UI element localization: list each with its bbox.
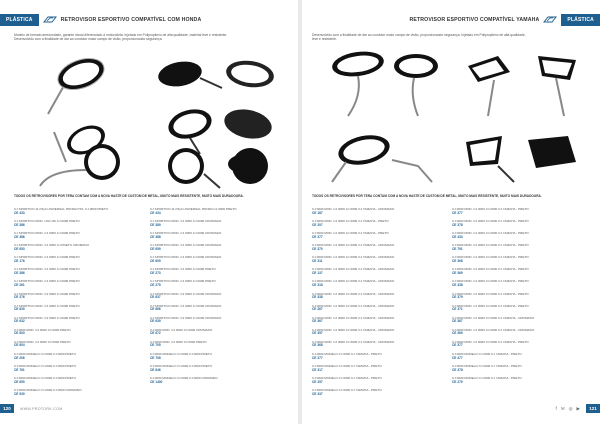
website-link[interactable]: WWW.PROTORK.COM	[20, 406, 63, 411]
twitter-icon[interactable]: ✉	[560, 405, 565, 411]
product-description: CJ 0000 MODELO CJ 0000 CJ YAMAHA - PRETO	[452, 365, 522, 369]
product-code: CE 176	[14, 258, 25, 263]
product-description: CJ SPORTIVO MOD. CJ 0000 CJ 0000 PRETO	[14, 304, 80, 308]
product-code: CE 257	[312, 379, 323, 384]
youtube-icon[interactable]: ▶	[576, 405, 580, 411]
product-code: CE 791	[452, 246, 463, 251]
product-description: CJ SPORTIVO MOD. CJ 0000 CJ 0000 PRETO	[14, 280, 80, 284]
product-description: CJ 0000 MOD. CJ 0000 CJ 0000 CJ YAMAHA - PRETO	[312, 232, 389, 236]
product-description: CJ 0000 MOD. CJ 0000 CJ 0000 CJ YAMAHA - CROMADO	[312, 268, 395, 272]
product-code: CE 337	[312, 391, 323, 396]
category-tag: PLÁSTICA	[561, 14, 600, 26]
product-description: CJ 0000 MOD. CJ 0000 CJ 0000 CJ YAMAHA - CROMADO	[452, 316, 535, 320]
product-code: CE 846	[150, 367, 161, 372]
product-entry	[14, 353, 148, 360]
product-entry	[14, 268, 148, 275]
product-description: CJ 0000 MOD. CJ 0000 CJ 0000 CJ YAMAHA - PRETO	[452, 292, 529, 296]
product-code: CE 206	[14, 355, 25, 360]
product-description: CJ 0000 MOD. CJ 0000 CJ 0000 CJ YAMAHA - CROMADO	[452, 328, 535, 332]
product-description: CJ SPORTIVO MOD. CJ 0000 CJ PRETO CROMADO	[14, 244, 90, 248]
product-entry	[312, 280, 446, 287]
protork-logo-icon	[43, 16, 57, 24]
product-description: CJ 0000 MODELO CJ 0000 CJ 0000 PRETO	[14, 352, 77, 356]
product-description: CJ SPORTIVO MOD. CJ 0000 CJ 0000 CROMADO	[150, 232, 222, 236]
product-code: CE 370	[312, 246, 323, 251]
product-entry	[452, 244, 586, 251]
product-entry	[14, 305, 148, 312]
social-links	[556, 406, 580, 412]
product-code: CE 388	[150, 234, 161, 239]
mirror-product-image	[458, 46, 588, 126]
product-entry	[312, 232, 446, 239]
product-code: CE 378	[452, 367, 463, 372]
product-entry	[312, 268, 446, 275]
right-header	[409, 14, 600, 26]
product-code: CE 705	[150, 343, 161, 348]
product-description: CJ SPORTIVO MOD. UNI UNI CJ 0000 PRETO	[14, 220, 80, 224]
product-description: CJ 0000 MOD. CJ 0000 CJ 0000 CJ YAMAHA - PRETO	[452, 268, 529, 272]
product-code: CE 672	[150, 331, 161, 336]
product-description: CJ SPORTIVO MOD. CJ 0000 CJ 0000 CROMADO	[150, 244, 222, 248]
product-code: CE 639	[150, 319, 161, 324]
product-entry	[14, 220, 148, 227]
left-header	[0, 14, 201, 26]
product-entry	[452, 232, 586, 239]
product-description: CJ SPORTIVO MOD. CJ 0000 CJ 0000 PRETO	[14, 256, 80, 260]
product-code: CE 666	[150, 307, 161, 312]
product-code: CE 433	[14, 210, 25, 215]
product-entry	[452, 280, 586, 287]
product-description: CJ 0000 MOD. CJ 0000 CJ 0000 CJ YAMAHA - CROMADO	[312, 316, 395, 320]
product-entry	[150, 232, 284, 239]
product-entry	[452, 305, 586, 312]
right-page	[302, 0, 600, 424]
mirror-product-image	[322, 126, 452, 186]
category-tag: PLÁSTICA	[0, 14, 39, 26]
product-entry	[312, 256, 446, 263]
product-code: CE 477	[452, 355, 463, 360]
product-entry	[312, 377, 446, 384]
product-entry	[452, 377, 586, 384]
product-entry	[150, 256, 284, 263]
product-description: CJ 0000 MOD. CJ 0000 CJ 0000 PRETO	[14, 340, 71, 344]
intro-line: Modelo de formato arredondado, garante visual diferenciado à motocicleta. Injetado em Polipropileno de alta qualidade, material leve e resistente.	[14, 33, 228, 37]
product-entry	[14, 280, 148, 287]
product-description: CJ SPORTIVO MOD. CJ 0000 CJ 0000 CROMADO	[150, 304, 222, 308]
page-number: 121	[586, 404, 600, 413]
product-description: CJ SPORTIVO MOD. CJ 0000 CJ 0000 CROMADO	[150, 256, 222, 260]
product-code: CE 386	[14, 222, 25, 227]
product-description: CJ 0000 MOD. CJ 0000 CJ 0000 CJ YAMAHA - PRETO	[452, 220, 529, 224]
info-note: TODOS OS RETROVISORES POR TERA CONTAM COM A NOVA HASTE DE CUSTOM DE METAL, MUITO MAIS RESISTENTE, MUITO MAIS DURADOURA.	[312, 194, 542, 198]
product-description: CJ 0000 MOD. CJ 0000 CJ 0000 CJ YAMAHA - CROMADO	[312, 244, 395, 248]
protork-logo-icon	[543, 16, 557, 24]
product-code: CE 367	[312, 319, 323, 324]
product-list-col1	[14, 208, 148, 401]
product-code: CE 368	[452, 258, 463, 263]
product-description: CJ 0000 MODELO CJ 0000 CJ 0000 PRETO	[150, 365, 213, 369]
product-entry	[14, 377, 148, 384]
product-description: CJ SPORTIVO MOD. CJ 0000 CJ 0000 CROMADO	[150, 292, 222, 296]
product-code: CE 275	[150, 283, 161, 288]
product-description: CJ 0000 MODELO CJ 0000 CJ 0000 CROMADO	[150, 377, 218, 381]
info-note: TODOS OS RETROVISORES POR TERA CONTAM COM A NOVA HASTE DE CUSTOM DE METAL, MUITO MAIS RESISTENTE, MUITO MAIS DURADOURA.	[14, 194, 244, 198]
product-description: CJ 0000 MOD. CJ 0000 CJ 0000 CJ YAMAHA - PRETO	[452, 340, 529, 344]
product-entry	[14, 365, 148, 372]
product-entry	[312, 329, 446, 336]
product-description: CJ SPORTIVO 11 PIÇA UNIVERSAL HONDA CJ 0000 PRETO	[150, 208, 237, 211]
product-code: CE 357	[312, 331, 323, 336]
product-code: CE 368	[312, 343, 323, 348]
product-description: CJ 0000 MODELO CJ 0000 CJ YAMAHA - PRETO	[312, 377, 382, 381]
product-code: CE 1400	[150, 379, 163, 384]
product-description: CJ SPORTIVO MOD. CJ 0000 CJ 0000 PRETO	[14, 316, 80, 320]
product-code: CE 318	[312, 283, 323, 288]
product-code: CE 708	[150, 355, 161, 360]
product-entry	[150, 377, 284, 384]
product-entry	[150, 305, 284, 312]
product-code: CE 338	[452, 283, 463, 288]
intro-text	[312, 33, 582, 42]
product-description: CJ 0000 MODELO CJ 0000 CJ 0000 CROMADO	[14, 389, 82, 393]
product-code: CE 630	[14, 307, 25, 312]
product-code: CE 137	[312, 270, 323, 275]
product-code: CE 267	[312, 307, 323, 312]
product-code: CE 530	[14, 391, 25, 396]
left-footer	[0, 404, 69, 413]
product-code: CE 761	[14, 367, 25, 372]
page-number: 120	[0, 404, 14, 413]
product-description: CJ 0000 MOD. CJ 0000 CJ 0000 CJ YAMAHA - PRETO	[452, 208, 529, 211]
page-title: RETROVISOR ESPORTIVO COMPATÍVEL YAMAHA	[409, 17, 540, 23]
product-code: CE 434	[150, 210, 161, 215]
product-description: CJ 0000 MOD. CJ 0000 CJ 0000 CJ YAMAHA - CROMADO	[312, 340, 395, 344]
product-description: CJ 0000 MODELO CJ 0000 CJ YAMAHA - PRETO	[452, 352, 522, 356]
product-code: CE 371	[452, 307, 463, 312]
right-footer	[556, 404, 600, 413]
left-page	[0, 0, 298, 424]
product-code: CE 377	[312, 234, 323, 239]
product-code: CE 637	[150, 295, 161, 300]
product-code: CE 386	[14, 270, 25, 275]
product-description: CJ 0000 MOD. CJ 0000 CJ 0000 CJ YAMAHA - CROMADO	[312, 256, 395, 260]
product-code: CE 379	[452, 295, 463, 300]
product-entry	[150, 329, 284, 336]
product-code: CE 187	[312, 210, 323, 215]
intro-line: leve e resistente.	[312, 37, 337, 42]
product-code: CE 609	[150, 258, 161, 263]
product-entry	[452, 293, 586, 300]
product-description: CJ 0000 MOD. CJ 0000 CJ 0000 CJ YAMAHA - PRETO	[312, 220, 389, 224]
product-description: CJ 0000 MODELO CJ 0000 CJ YAMAHA - PRETO	[452, 377, 522, 381]
mirror-product-image	[458, 126, 588, 186]
product-description: CJ SPORTIVO 11 PIÇA UNIVERSAL HONDA PTA. CJ 0000 PRETO	[14, 208, 109, 211]
intro-line: Desenvolvido com a finalidade de dar ao condutor maior campo de visão, proporcionando segurança.	[14, 37, 163, 42]
product-code: CE 377	[452, 210, 463, 215]
product-entry	[14, 244, 148, 251]
product-list-col2	[150, 208, 284, 389]
facebook-icon[interactable]: f	[555, 405, 557, 411]
product-description: CJ 0000 MOD. CJ 0000 CJ 0000 PRETO	[150, 340, 207, 344]
product-entry	[150, 353, 284, 360]
product-code: CE 659	[150, 246, 161, 251]
product-code: CE 604	[14, 343, 25, 348]
product-entry	[150, 220, 284, 227]
product-entry	[312, 389, 446, 396]
product-description: CJ 0000 MODELO CJ 0000 CJ 0000 PRETO	[14, 377, 77, 381]
product-entry	[150, 317, 284, 324]
product-description: CJ 0000 MODELO CJ 0000 CJ YAMAHA - PRETO	[312, 389, 382, 393]
product-entry	[452, 208, 586, 215]
product-code: CE 311	[312, 258, 323, 263]
product-code: CE 367	[452, 319, 463, 324]
intro-text	[14, 33, 284, 42]
product-description: CJ 0000 MODELO CJ 0000 CJ YAMAHA - PRETO	[312, 352, 382, 356]
product-entry	[14, 389, 148, 396]
product-code: CE 433	[452, 234, 463, 239]
product-code: CE 273	[150, 270, 161, 275]
product-entry	[452, 341, 586, 348]
product-description: CJ SPORTIVO MOD. CJ 0000 CJ 0000 PRETO	[14, 232, 80, 236]
product-entry	[150, 244, 284, 251]
product-code: CE 317	[312, 367, 323, 372]
product-description: CJ 0000 MODELO CJ 0000 CJ 0000 PRETO	[150, 352, 213, 356]
product-description: CJ 0000 MODELO CJ 0000 CJ YAMAHA - PRETO	[312, 365, 382, 369]
product-code: CE 650	[14, 379, 25, 384]
product-code: CE 369	[452, 331, 463, 336]
product-code: CE 276	[14, 295, 25, 300]
product-entry	[150, 365, 284, 372]
product-description: CJ SPORTIVO MOD. CJ 0000 CJ 0000 CROMADO	[150, 220, 222, 224]
product-entry	[312, 293, 446, 300]
product-description: CJ 0000 MOD. CJ 0000 CJ 0000 PRETO	[14, 328, 71, 332]
product-description: CJ SPORTIVO MOD. CJ 0000 CJ 0000 PRETO	[14, 292, 80, 296]
product-code: CE 653	[14, 246, 25, 251]
product-code: CE 338	[312, 295, 323, 300]
product-code: CE 378	[452, 222, 463, 227]
product-entry	[312, 365, 446, 372]
product-entry	[14, 329, 148, 336]
product-code: CE 386	[14, 234, 25, 239]
product-entry	[150, 293, 284, 300]
product-entry	[150, 341, 284, 348]
product-entry	[452, 256, 586, 263]
product-entry	[452, 220, 586, 227]
instagram-icon[interactable]: ◎	[568, 405, 573, 411]
product-code: CE 377	[452, 343, 463, 348]
product-entry	[14, 208, 148, 215]
product-entry	[14, 293, 148, 300]
product-entry	[312, 208, 446, 215]
product-description: CJ 0000 MOD. CJ 0000 CJ 0000 CJ YAMAHA - CROMADO	[312, 208, 395, 211]
product-description: CJ SPORTIVO MOD. CJ 0000 CJ 0000 CROMADO	[150, 316, 222, 320]
product-description: CJ 0000 MOD. CJ 0000 CJ 0000 CJ YAMAHA - PRETO	[452, 232, 529, 236]
product-description: CJ 0000 MOD. CJ 0000 CJ 0000 CJ YAMAHA - CROMADO	[312, 292, 395, 296]
product-entry	[452, 353, 586, 360]
product-description: CJ SPORTIVO MOD. CJ 0000 CJ 0000 PRETO	[150, 280, 216, 284]
product-code: CE 369	[452, 270, 463, 275]
product-description: CJ 0000 MOD. CJ 0000 CJ 0000 CROMADO	[150, 328, 213, 332]
product-description: CJ 0000 MOD. CJ 0000 CJ 0000 CJ YAMAHA - CROMADO	[312, 328, 395, 332]
product-description: CJ 0000 MOD. CJ 0000 CJ 0000 CJ YAMAHA - PRETO	[452, 304, 529, 308]
product-entry	[14, 232, 148, 239]
product-list-col1	[312, 208, 446, 401]
product-description: CJ 0000 MOD. CJ 0000 CJ 0000 CJ YAMAHA - CROMADO	[312, 304, 395, 308]
product-entry	[312, 220, 446, 227]
product-code: CE 632	[14, 319, 25, 324]
product-code: CE 389	[150, 222, 161, 227]
product-description: CJ 0000 MODELO CJ 0000 CJ 0000 PRETO	[14, 365, 77, 369]
mirror-product-image	[30, 140, 140, 192]
product-code: CE 261	[14, 283, 25, 288]
product-entry	[452, 317, 586, 324]
product-list-col2	[452, 208, 586, 389]
page-title: RETROVISOR ESPORTIVO COMPATÍVEL COM HONDA	[60, 17, 202, 23]
product-code: CE 603	[14, 331, 25, 336]
product-description: CJ 0000 MOD. CJ 0000 CJ 0000 CJ YAMAHA - CROMADO	[312, 280, 395, 284]
product-description: CJ 0000 MOD. CJ 0000 CJ 0000 CJ YAMAHA - PRETO	[452, 244, 529, 248]
product-description: CJ 0000 MOD. CJ 0000 CJ 0000 CJ YAMAHA - PRETO	[452, 256, 529, 260]
mirror-product-image	[318, 46, 448, 126]
product-entry	[150, 280, 284, 287]
product-entry	[452, 365, 586, 372]
product-description: CJ SPORTIVO MOD. CJ 0000 CJ 0000 PRETO	[14, 268, 80, 272]
product-entry	[452, 329, 586, 336]
product-entry	[150, 268, 284, 275]
product-entry	[452, 268, 586, 275]
product-code: CE 279	[452, 379, 463, 384]
product-entry	[312, 305, 446, 312]
product-entry	[150, 208, 284, 215]
mirror-product-image	[158, 140, 278, 192]
product-entry	[14, 256, 148, 263]
product-code: CE 377	[312, 355, 323, 360]
product-entry	[312, 244, 446, 251]
product-code: CE 207	[312, 222, 323, 227]
product-entry	[312, 341, 446, 348]
product-entry	[312, 353, 446, 360]
product-description: CJ SPORTIVO MOD. CJ 0000 CJ 0000 PRETO	[150, 268, 216, 272]
intro-line: Desenvolvido com a finalidade de dar ao condutor maior campo de visão, proporcionando segurança. Injetado em Polipropileno de alta qualidade,	[312, 33, 526, 37]
product-entry	[14, 341, 148, 348]
product-description: CJ 0000 MOD. CJ 0000 CJ 0000 CJ YAMAHA - PRETO	[452, 280, 529, 284]
product-entry	[14, 317, 148, 324]
product-entry	[312, 317, 446, 324]
